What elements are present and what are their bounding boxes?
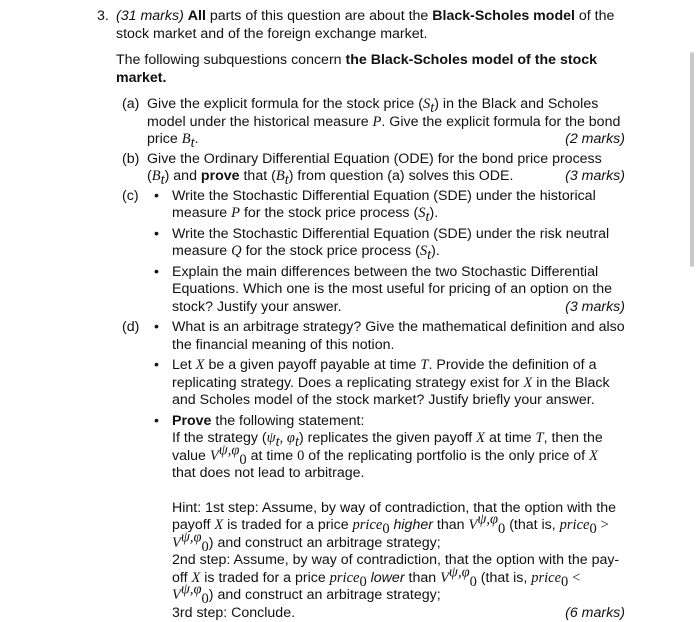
question-number: 3. — [97, 8, 109, 26]
part-b-marks: (3 marks) — [565, 168, 625, 186]
list-item: • Let X be a given payoff payable at time T. Provide the definition of a replicating strategy. Does a replicating strategy exist for X in the Black and Scholes model of the stock market? Justify briefly your answer. — [147, 357, 625, 410]
part-d — [97, 319, 625, 483]
intro-text: The following subquestions concern the Black-Scholes model of the stock market. — [97, 52, 625, 87]
part-a: (a) Give the explicit formula for the stock price $(S_t)$ in the Black and Scholes model under the historical measure P. Give the explicit formula for the bond price $B_t$. (2 marks) — [97, 96, 625, 149]
list-item: • Explain the main differences between the two Stochastic Differential Equations. Which one is the most useful for pricing of an option on the stock? Justify your answer. (3 marks) — [147, 264, 625, 317]
part-d-marks: (6 marks) — [565, 605, 625, 622]
part-d-label: (d) — [122, 319, 139, 337]
list-item: • What is an arbitrage strategy? Give the mathematical definition and also the financial meaning of this notion. — [147, 319, 625, 354]
hint-block: Hint: 1st step: Assume, by way of contradiction, that the option with the payoff X is traded for a price price$_0$ higher than $V^{\psi,\varphi}_0$ (that is, price$_0$ > $V^{\psi,\varphi}_0$) and construct an arbitrage strategy; 2nd step: Assume, by way of contradiction, that the option with the pay-off X is traded for a price price$_0$ lower than $V^{\psi,\varphi}_0$ (that is, price$_0$ < $V^{\psi,\varphi}_0$) and construct an arbitrage strategy; 3rd step: Conclude. (6 marks) — [97, 500, 625, 622]
question-block — [97, 8, 625, 622]
vertical-scrollbar[interactable] — [690, 52, 694, 267]
question-header — [97, 8, 625, 43]
question-header-text: (31 marks) All parts of this question are about the Black-Scholes model of the stock market and of the foreign exchange market. — [116, 8, 625, 43]
part-a-marks: (2 marks) — [565, 131, 625, 149]
list-item: • Write the Stochastic Differential Equation (SDE) under the risk neutral measure Q for the stock price process $(S_t)$. — [147, 226, 625, 261]
part-c-marks: (3 marks) — [565, 299, 625, 317]
list-item: • Write the Stochastic Differential Equation (SDE) under the historical measure P for the stock price process $(S_t)$. — [147, 188, 625, 223]
part-b: (b) Give the Ordinary Differential Equation (ODE) for the bond price process $(B_t)$ and prove that $(B_t)$ from question (a) solves this ODE. (3 marks) — [97, 151, 625, 186]
part-c-label: (c) — [122, 188, 139, 206]
part-c — [97, 188, 625, 317]
part-a-label: (a) — [122, 96, 139, 114]
list-item: • Prove the following statement: If the strategy ($\psi_t$, $\varphi_t$) replicates the given payoff X at time T, then the value $V^{\psi,\varphi}_0$ at time 0 of the replicating portfolio is the only price of X that does not lead to arbitrage. — [147, 413, 625, 483]
part-b-label: (b) — [122, 151, 139, 169]
